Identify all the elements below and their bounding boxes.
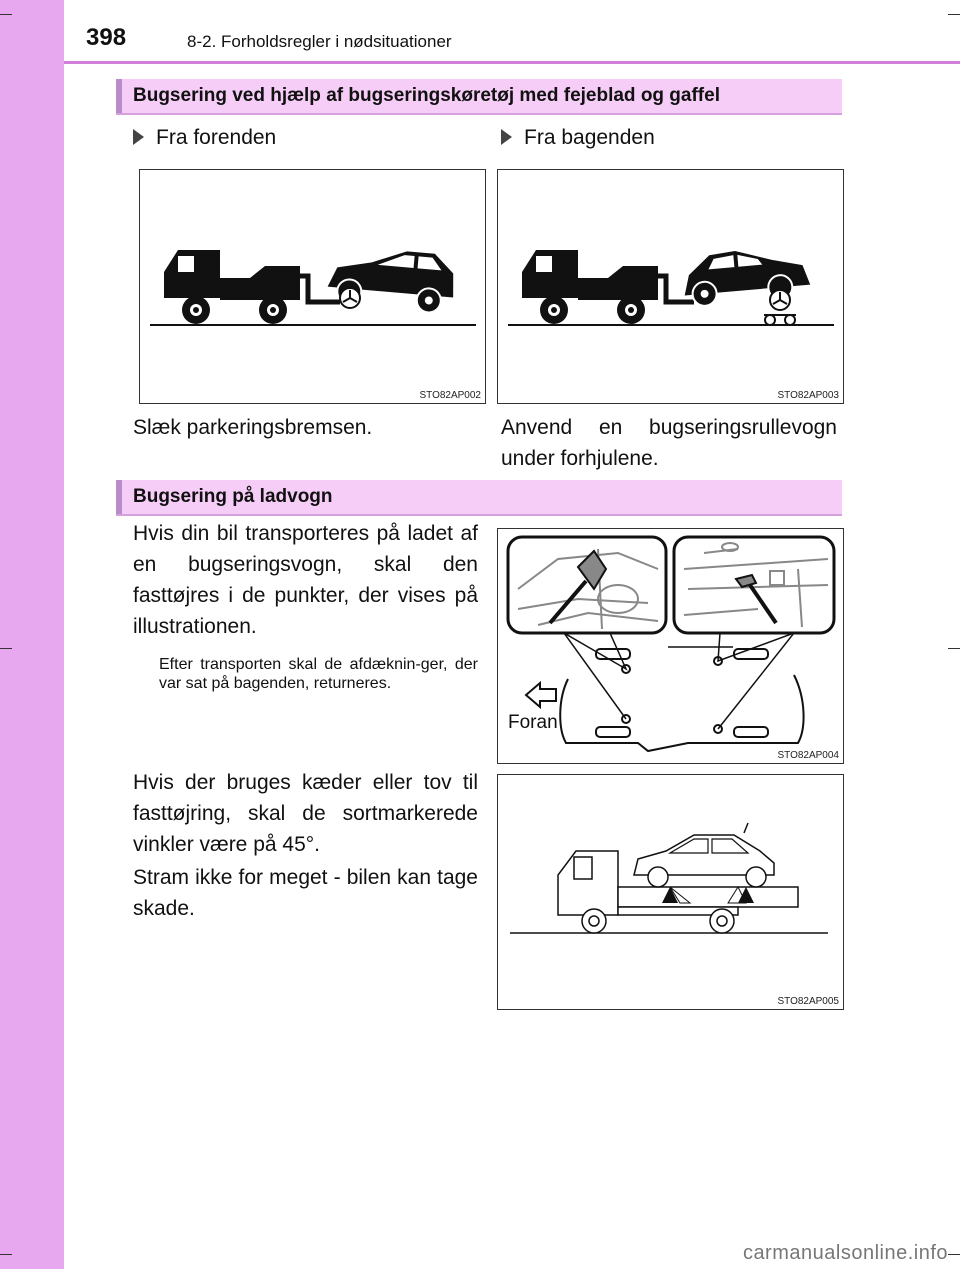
flatbed-truck-illustration [498, 775, 843, 1009]
paragraph-chains-45-degrees: Hvis der bruges kæder eller tov til fasttøjring, skal de sortmarkerede vinkler være på 45°. [133, 771, 478, 856]
subheading-label: Fra bagenden [524, 126, 655, 149]
subheading-from-front [133, 126, 276, 150]
section-accent [116, 79, 122, 113]
note-return-covers: Efter transporten skal de afdæknin-ger, der var sat på bagenden, returneres. [159, 656, 478, 692]
subheading-label: Fra forenden [156, 126, 277, 149]
label-front: Foran [508, 712, 558, 733]
subheading-from-rear [501, 126, 655, 150]
figure-code: STO82AP002 [419, 390, 481, 401]
chapter-title: 8-2. Forholdsregler i nødsituationer [187, 32, 452, 51]
caption-release-parking-brake: Slæk parkeringsbremsen. [133, 416, 373, 439]
header-rule [64, 61, 960, 64]
crop-mark [0, 1254, 12, 1255]
crop-mark [0, 648, 12, 649]
section-heading-towing-wheel-lift [116, 79, 842, 115]
paragraph-tie-down-points: Hvis din bil transporteres på ladet af en bugseringsvogn, skal den fasttøjres i de punkter, der vises på illustrationen. [133, 522, 478, 638]
figure-flatbed-transport [497, 774, 844, 1010]
chapter-side-band [0, 0, 64, 1269]
watermark: carmanualsonline.info [742, 1242, 948, 1264]
arrow-right-icon [133, 129, 144, 145]
section-title: Bugsering ved hjælp af bugseringskøretøj med fejeblad og gaffel [133, 85, 720, 106]
tow-truck-rear-illustration [498, 170, 843, 403]
arrow-right-icon [501, 129, 512, 145]
crop-mark [948, 1254, 960, 1255]
section-heading-flatbed [116, 480, 842, 516]
caption-use-dolly-line2: under forhjulene. [501, 447, 659, 470]
page-number: 398 [86, 24, 127, 51]
section-accent [116, 480, 122, 514]
tow-truck-front-illustration [140, 170, 485, 403]
section-title: Bugsering på ladvogn [133, 486, 333, 507]
figure-code: STO82AP005 [777, 996, 839, 1007]
crop-mark [0, 14, 12, 15]
figure-code: STO82AP004 [777, 750, 839, 761]
crop-mark [948, 14, 960, 15]
paragraph-do-not-overtighten: Stram ikke for meget - bilen kan tage skade. [133, 866, 478, 920]
figure-code: STO82AP003 [777, 390, 839, 401]
crop-mark [948, 648, 960, 649]
caption-use-dolly-line1: Anvend en bugseringsrullevogn [501, 416, 837, 439]
figure-tie-down-points [497, 528, 844, 764]
figure-tow-from-front [139, 169, 486, 404]
figure-tow-from-rear [497, 169, 844, 404]
